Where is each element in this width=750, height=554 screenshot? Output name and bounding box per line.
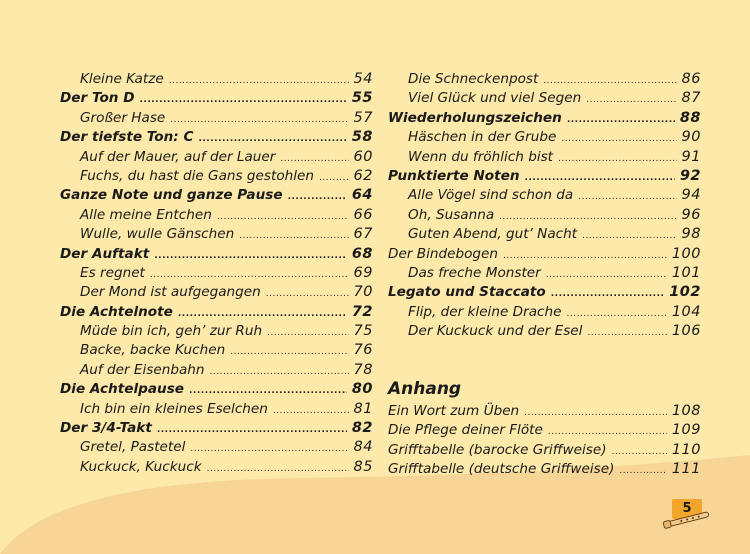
- toc-leader-dots: [169, 72, 349, 91]
- toc-entry-page: 69: [353, 264, 373, 281]
- toc-leader-dots: [561, 130, 676, 149]
- toc-entry: [388, 421, 701, 440]
- toc-leader-dots: [319, 169, 349, 188]
- toc-entry-page: 58: [351, 129, 373, 146]
- toc-entry-page: 94: [681, 187, 701, 204]
- toc-entry-page: 96: [681, 206, 701, 223]
- toc-entry: [60, 128, 373, 147]
- toc-entry: [388, 402, 701, 421]
- toc-entry-page: 64: [351, 187, 373, 204]
- toc-entry-title: Müde bin ich, geh’ zur Ruh: [80, 323, 263, 340]
- toc-leader-dots: [217, 208, 349, 227]
- toc-entry-title: Punktierte Noten: [388, 167, 520, 184]
- toc-leader-dots: [582, 227, 676, 246]
- recorder-flute-icon: [661, 509, 713, 529]
- toc-entry-title: Auf der Eisenbahn: [80, 361, 205, 378]
- toc-entry-page: 98: [681, 226, 701, 243]
- toc-entry-page: 68: [351, 245, 373, 262]
- toc-entry: [60, 225, 373, 244]
- toc-entry-title: Es regnet: [80, 264, 145, 281]
- toc-leader-dots: [619, 462, 666, 481]
- toc-entry-page: 109: [671, 422, 701, 439]
- toc-entry-page: 60: [353, 148, 373, 165]
- toc-annex-list: [388, 402, 701, 480]
- toc-entry: [388, 303, 701, 322]
- toc-leader-dots: [612, 443, 667, 462]
- toc-entry-title: Ein Wort zum Üben: [388, 403, 520, 419]
- toc-entry-page: 62: [353, 167, 373, 184]
- toc-entry: [388, 206, 701, 225]
- toc-leader-dots: [266, 285, 349, 304]
- toc-entry: [388, 89, 701, 108]
- toc-entry-title: Wiederholungszeichen: [388, 109, 562, 126]
- toc-entry-page: 80: [351, 381, 373, 398]
- toc-entry: [60, 400, 373, 419]
- toc-entry: [388, 322, 701, 341]
- toc-left-column: [60, 70, 373, 477]
- toc-entry: [60, 167, 373, 186]
- toc-entry-page: 88: [679, 109, 701, 126]
- toc-entry-page: 111: [671, 461, 701, 478]
- toc-right-column: [388, 70, 701, 341]
- toc-entry-page: 82: [351, 420, 373, 437]
- toc-entry-title: Alle meine Entchen: [80, 206, 212, 223]
- toc-entry-title: Die Schneckenpost: [408, 71, 539, 87]
- toc-entry-page: 67: [353, 226, 373, 243]
- toc-entry-page: 92: [679, 167, 701, 184]
- toc-entry-title: Guten Abend, gut’ Nacht: [408, 226, 578, 243]
- toc-entry-title: Der Ton D: [60, 90, 135, 107]
- toc-entry-title: Backe, backe Kuchen: [80, 342, 226, 359]
- toc-entry-title: Die Achtelpause: [60, 381, 185, 398]
- toc-entry: [60, 283, 373, 302]
- toc-leader-dots: [288, 188, 347, 207]
- toc-leader-dots: [267, 324, 348, 343]
- toc-entry-page: 81: [353, 400, 373, 417]
- toc-entry: [60, 361, 373, 380]
- toc-entry-title: Häschen in der Grube: [408, 129, 557, 146]
- toc-entry: [60, 148, 373, 167]
- toc-entry: [388, 186, 701, 205]
- toc-entry: [60, 303, 373, 322]
- toc-entry-title: Alle Vögel sind schon da: [408, 187, 574, 204]
- toc-entry: [60, 419, 373, 438]
- toc-entry: [388, 245, 701, 264]
- toc-entry: [388, 109, 701, 128]
- toc-entry-title: Ganze Note und ganze Pause: [60, 187, 283, 204]
- toc-leader-dots: [524, 404, 667, 423]
- toc-entry: [60, 438, 373, 457]
- toc-leader-dots: [239, 227, 348, 246]
- toc-entry-title: Der Bindebogen: [388, 245, 499, 262]
- toc-entry-page: 54: [353, 71, 373, 87]
- toc-entry-title: Kuckuck, Kuckuck: [80, 458, 202, 475]
- toc-entry: [60, 264, 373, 283]
- toc-entry-page: 87: [681, 90, 701, 107]
- toc-entry-title: Großer Hase: [80, 109, 166, 126]
- toc-entry: [388, 128, 701, 147]
- toc-leader-dots: [567, 111, 675, 130]
- toc-leader-dots: [551, 285, 664, 304]
- toc-entry-title: Die Achtelnote: [60, 303, 173, 320]
- toc-leader-dots: [210, 363, 349, 382]
- toc-entry: [60, 70, 373, 89]
- toc-leader-dots: [558, 150, 677, 169]
- toc-entry-page: 110: [671, 441, 701, 458]
- toc-entry: [60, 341, 373, 360]
- toc-entry-page: 91: [681, 148, 701, 165]
- toc-leader-dots: [154, 247, 347, 266]
- toc-entry-page: 108: [671, 403, 701, 419]
- toc-entry-page: 106: [671, 323, 701, 340]
- toc-entry-title: Der Auftakt: [60, 245, 150, 262]
- toc-entry: [60, 380, 373, 399]
- toc-entry: [388, 70, 701, 89]
- toc-entry-page: 76: [353, 342, 373, 359]
- toc-entry: [60, 109, 373, 128]
- toc-entry-title: Legato und Staccato: [388, 284, 546, 301]
- toc-entry: [388, 460, 701, 479]
- toc-entry-page: 102: [669, 284, 701, 301]
- toc-entry-page: 55: [351, 90, 373, 107]
- toc-entry-title: Der 3/4-Takt: [60, 420, 152, 437]
- toc-entry-title: Gretel, Pastetel: [80, 439, 186, 456]
- toc-entry-page: 66: [353, 206, 373, 223]
- toc-entry: [388, 167, 701, 186]
- toc-leader-dots: [273, 402, 349, 421]
- toc-entry-title: Kleine Katze: [80, 71, 164, 87]
- toc-entry-title: Der Mond ist aufgegangen: [80, 284, 261, 301]
- toc-entry-page: 72: [351, 303, 373, 320]
- toc-entry-title: Oh, Susanna: [408, 206, 495, 223]
- toc-entry-title: Ich bin ein kleines Eselchen: [80, 400, 268, 417]
- toc-entry-page: 85: [353, 458, 373, 475]
- toc-entry-title: Grifftabelle (barocke Griffweise): [388, 441, 607, 458]
- toc-entry: [388, 148, 701, 167]
- page-number-badge: 5: [672, 499, 702, 519]
- toc-entry-title: Wenn du fröhlich bist: [408, 148, 554, 165]
- toc-leader-dots: [207, 460, 349, 479]
- toc-entry-page: 100: [671, 245, 701, 262]
- toc-leader-dots: [546, 266, 667, 285]
- toc-entry: [60, 89, 373, 108]
- toc-entry-title: Viel Glück und viel Segen: [408, 90, 582, 107]
- toc-entry: [388, 283, 701, 302]
- toc-entry-page: 86: [681, 71, 701, 87]
- toc-leader-dots: [140, 91, 347, 110]
- toc-entry: [60, 245, 373, 264]
- toc-entry-title: Die Pflege deiner Flöte: [388, 422, 543, 439]
- toc-leader-dots: [230, 343, 348, 362]
- toc-entry-title: Flip, der kleine Drache: [408, 303, 562, 320]
- annex-heading: Anhang: [388, 379, 462, 399]
- toc-entry: [60, 186, 373, 205]
- toc-leader-dots: [587, 324, 666, 343]
- toc-entry-page: 78: [353, 361, 373, 378]
- toc-leader-dots: [578, 188, 676, 207]
- toc-entry: [60, 458, 373, 477]
- toc-entry-title: Der tiefste Ton: C: [60, 129, 194, 146]
- toc-entry-title: Fuchs, du hast die Gans gestohlen: [80, 167, 315, 184]
- toc-entry: [388, 264, 701, 283]
- toc-leader-dots: [170, 111, 348, 130]
- toc-entry-title: Wulle, wulle Gänschen: [80, 226, 235, 243]
- toc-entry-page: 75: [353, 323, 373, 340]
- toc-entry-page: 84: [353, 439, 373, 456]
- toc-entry-title: Das freche Monster: [408, 264, 541, 281]
- toc-entry-title: Auf der Mauer, auf der Lauer: [80, 148, 276, 165]
- toc-entry-page: 101: [671, 264, 701, 281]
- toc-entry-title: Der Kuckuck und der Esel: [408, 323, 583, 340]
- toc-entry-page: 90: [681, 129, 701, 146]
- toc-entry: [60, 322, 373, 341]
- toc-entry-page: 57: [353, 109, 373, 126]
- toc-leader-dots: [190, 440, 348, 459]
- toc-entry-page: 70: [353, 284, 373, 301]
- toc-entry: [388, 225, 701, 244]
- toc-leader-dots: [586, 91, 676, 110]
- toc-entry: [388, 441, 701, 460]
- toc-entry-title: Grifftabelle (deutsche Griffweise): [388, 461, 615, 478]
- toc-entry: [60, 206, 373, 225]
- toc-entry-page: 104: [671, 303, 701, 320]
